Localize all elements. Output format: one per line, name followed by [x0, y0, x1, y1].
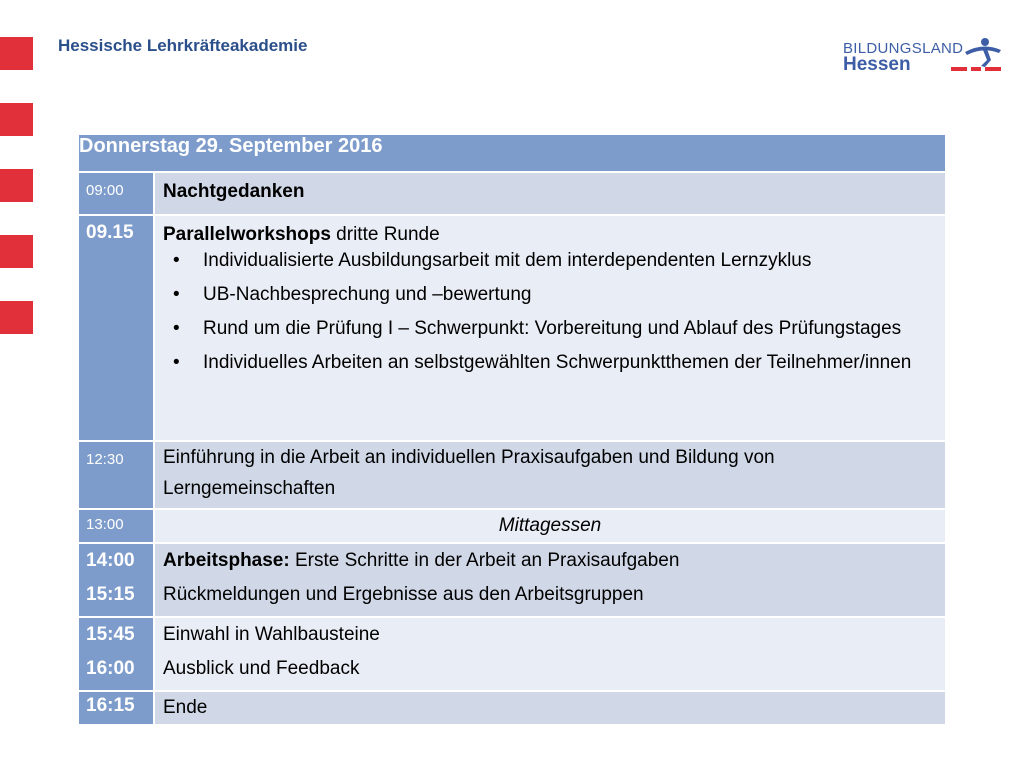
list-item: • Individualisierte Ausbildungsarbeit mit dem interdependenten Lernzyklus: [163, 249, 937, 273]
content-cell: [154, 543, 946, 617]
table-row: [78, 215, 946, 441]
time-cell: [78, 617, 154, 691]
table-row: [78, 543, 946, 617]
time-cell: 16:15: [78, 691, 154, 725]
content-cell: [154, 617, 946, 691]
line-1: Einwahl in Wahlbausteine: [163, 624, 380, 645]
decor-bar-2: [0, 103, 33, 136]
line-2: Ausblick und Feedback: [163, 658, 360, 679]
list-item: • UB-Nachbesprechung und –bewertung: [163, 283, 937, 307]
person-figure-icon: [943, 36, 1003, 76]
time-1: 15:45: [86, 624, 135, 645]
time-cell: 09:00: [78, 172, 154, 215]
time-2: 16:00: [86, 658, 135, 679]
time-cell: 12:30: [78, 441, 154, 509]
content-cell: [154, 215, 946, 441]
workshop-list: [163, 249, 937, 375]
content-cell: Einführung in die Arbeit an individuellen Praxisaufgaben und Bildung von Lerngemeinschaften: [154, 441, 946, 509]
org-name: Hessische Lehrkräfteakademie: [58, 36, 308, 55]
schedule-table: [77, 133, 947, 726]
time-2: 15:15: [86, 584, 135, 605]
content-cell: Ende: [154, 691, 946, 725]
content-cell: Nachtgedanken: [154, 172, 946, 215]
schedule-header-row: [78, 134, 946, 172]
decor-bar-5: [0, 301, 33, 334]
logo-line1: BILDUNGSLAND: [843, 40, 964, 57]
list-item: • Rund um die Prüfung I – Schwerpunkt: Vorbereitung und Ablauf des Prüfungstages: [163, 317, 937, 341]
decor-bar-4: [0, 235, 33, 268]
line-2: Rückmeldungen und Ergebnisse aus den Arbeitsgruppen: [163, 584, 644, 605]
list-item: • Individuelles Arbeiten an selbstgewählten Schwerpunktthemen der Teilnehmer/innen: [163, 351, 937, 375]
workshop-heading: Parallelworkshops dritte Runde: [163, 224, 440, 245]
bildungsland-logo: [843, 36, 1003, 76]
schedule-title: Donnerstag 29. September 2016: [78, 134, 946, 172]
table-row: [78, 509, 946, 543]
time-1: 14:00: [86, 550, 135, 571]
table-row: [78, 617, 946, 691]
decor-bar-1: [0, 37, 33, 70]
time-cell: 13:00: [78, 509, 154, 543]
table-row: [78, 441, 946, 509]
logo-line2: Hessen: [843, 54, 911, 75]
time-cell: [78, 543, 154, 617]
content-cell: Mittagessen: [154, 509, 946, 543]
table-row: [78, 172, 946, 215]
line-1: Arbeitsphase: Erste Schritte in der Arbeit an Praxisaufgaben: [163, 550, 680, 571]
time-cell: 09.15: [78, 215, 154, 441]
table-row: [78, 691, 946, 725]
decor-bar-3: [0, 169, 33, 202]
